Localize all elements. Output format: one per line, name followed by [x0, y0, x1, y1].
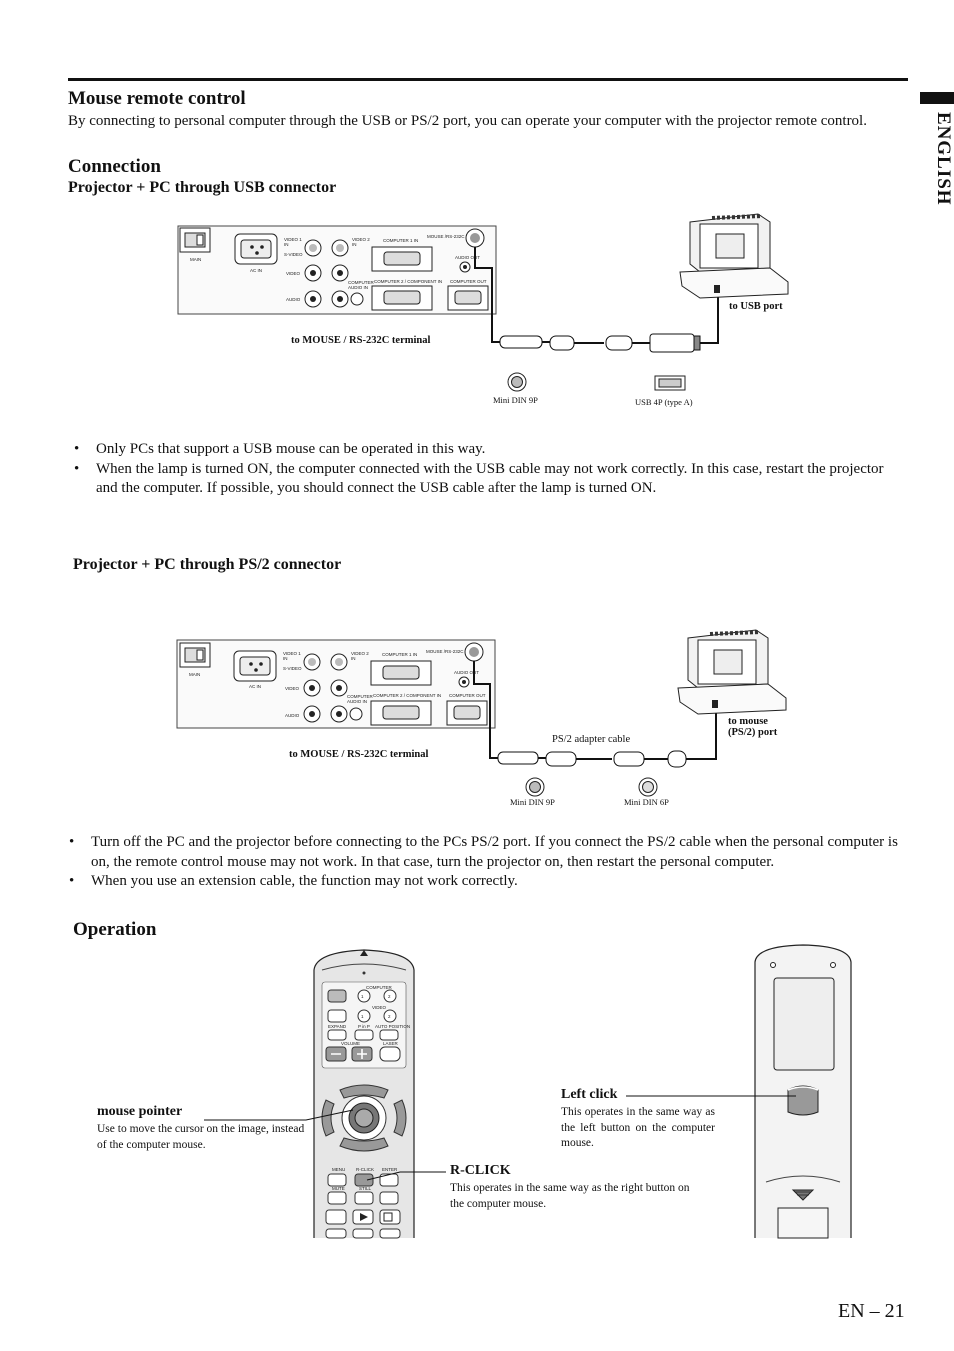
label-ps2-mini-din-6p: Mini DIN 6P: [624, 797, 669, 807]
panel-label-audio: AUDIO: [286, 297, 301, 302]
ps2-panel-label-main: MAIN: [189, 672, 201, 677]
remote-label-laser: LASER: [383, 1041, 398, 1046]
callout-rclick-text: This operates in the same way as the right button on the computer mouse.: [450, 1182, 690, 1210]
remote-label-still: STILL: [359, 1186, 372, 1191]
remote-label-mute: MUTE: [332, 1186, 345, 1191]
ps2-panel-label-mouse: MOUSE /RS-232C: [426, 649, 464, 654]
callout-rclick-title: R-CLICK: [450, 1163, 511, 1178]
panel-label-main: MAIN: [190, 257, 202, 262]
panel-label-audio-out: AUDIO OUT: [455, 255, 481, 260]
label-usb-mini-din-9p: Mini DIN 9P: [493, 395, 538, 405]
panel-label-svideo: S-VIDEO: [284, 252, 303, 257]
remote-label-computer-2: 2: [388, 994, 391, 999]
remote-label-computer: COMPUTER: [366, 985, 392, 990]
ps2-note-1: • Turn off the PC and the projector before connecting to the PCs PS/2 port. If you connect the PS/2 cable when the personal computer is on, the remote control mouse may not work. In that case, turn the projector on, then restart the personal computer.: [63, 833, 905, 872]
ps2-panel-label-video2: VIDEO 2 IN: [351, 651, 369, 661]
panel-label-video1: VIDEO 1 IN: [284, 237, 302, 247]
remote-label-video-1: 1: [361, 1014, 364, 1019]
remote-label-volume: VOLUME: [341, 1041, 361, 1046]
section-title-connection: Connection: [68, 156, 161, 177]
label-ps2-port: to mouse (PS/2) port: [728, 716, 778, 738]
language-tab: ENGLISH: [933, 112, 954, 206]
panel-label-computer2: COMPUTER 2 / COMPONENT IN: [374, 279, 443, 284]
panel-label-mouse: MOUSE /RS-232C: [427, 234, 465, 239]
label-ps2-mini-din-9p: Mini DIN 9P: [510, 797, 555, 807]
ps2-panel-label-monitor-out: COMPUTER OUT: [449, 693, 486, 698]
callout-left-click-title: Left click: [561, 1087, 618, 1102]
remote-label-computer-1: 1: [361, 994, 364, 999]
intro-paragraph: By connecting to personal computer through the USB or PS/2 port, you can operate your computer with the projector remote control.: [68, 113, 867, 129]
usb-note-1: • Only PCs that support a USB mouse can be operated in this way.: [68, 440, 904, 460]
remote-label-video: VIDEO: [372, 1005, 387, 1010]
ps2-note-2: • When you use an extension cable, the function may not work correctly.: [63, 872, 905, 892]
page-number: EN – 21: [838, 1300, 905, 1322]
callout-mouse-pointer-title: mouse pointer: [97, 1104, 183, 1119]
remote-label-enter: ENTER: [382, 1167, 398, 1172]
remote-label-menu: MENU: [332, 1167, 346, 1172]
remote-label-video-2: 2: [388, 1014, 391, 1019]
label-ps2-cable: PS/2 adapter cable: [552, 734, 631, 745]
ps2-panel-label-video: VIDEO: [285, 686, 300, 691]
panel-label-video2: VIDEO 2 IN: [352, 237, 370, 247]
ps2-panel-label-svideo: S-VIDEO: [283, 666, 302, 671]
ps2-heading: Projector + PC through PS/2 connector: [73, 556, 342, 573]
panel-label-monitor-out: COMPUTER OUT: [450, 279, 487, 284]
ps2-panel-label-video1: VIDEO 1 IN: [283, 651, 301, 661]
callout-mouse-pointer-text: Use to move the cursor on the image, instead of the computer mouse.: [97, 1123, 305, 1151]
callout-left-click-text: This operates in the same way as the left button on the computer mouse.: [561, 1106, 715, 1149]
usb-note-2: • When the lamp is turned ON, the computer connected with the USB cable may not work correctly. In this case, restart the projector and the computer. If possible, you should connect the USB cable after the lamp is turned ON.: [68, 460, 904, 499]
panel-label-computer-audio: COMPUTER AUDIO IN: [348, 280, 374, 290]
remote-label-pinp: P in P: [358, 1024, 370, 1029]
ps2-panel-label-audio-out: AUDIO OUT: [454, 670, 480, 675]
ps2-panel-label-audio: AUDIO: [285, 713, 300, 718]
label-usb-terminal: to MOUSE / RS-232C terminal: [291, 335, 431, 346]
panel-label-video: VIDEO: [286, 271, 301, 276]
usb-heading: Projector + PC through USB connector: [68, 179, 337, 196]
label-usb-4p: USB 4P (type A): [635, 397, 693, 407]
section-title-operation: Operation: [73, 919, 157, 940]
label-ps2-terminal: to MOUSE / RS-232C terminal: [289, 749, 429, 760]
remote-label-rclick: R-CLICK: [356, 1167, 375, 1172]
remote-label-expand: EXPAND: [328, 1024, 347, 1029]
ps2-panel-label-computer-audio: COMPUTER AUDIO IN: [347, 694, 373, 704]
ps2-panel-label-computer2: COMPUTER 2 / COMPONENT IN: [373, 693, 442, 698]
panel-label-ac-in: AC IN: [250, 268, 263, 273]
ps2-panel-label-computer1: COMPUTER 1 IN: [382, 652, 418, 657]
ps2-panel-label-ac-in: AC IN: [249, 684, 262, 689]
label-usb-port: to USB port: [729, 301, 783, 312]
remote-label-auto-position: AUTO POSITION: [375, 1024, 411, 1029]
panel-label-computer1: COMPUTER 1 IN: [383, 238, 419, 243]
section-title-mouse-remote: Mouse remote control: [68, 88, 246, 109]
